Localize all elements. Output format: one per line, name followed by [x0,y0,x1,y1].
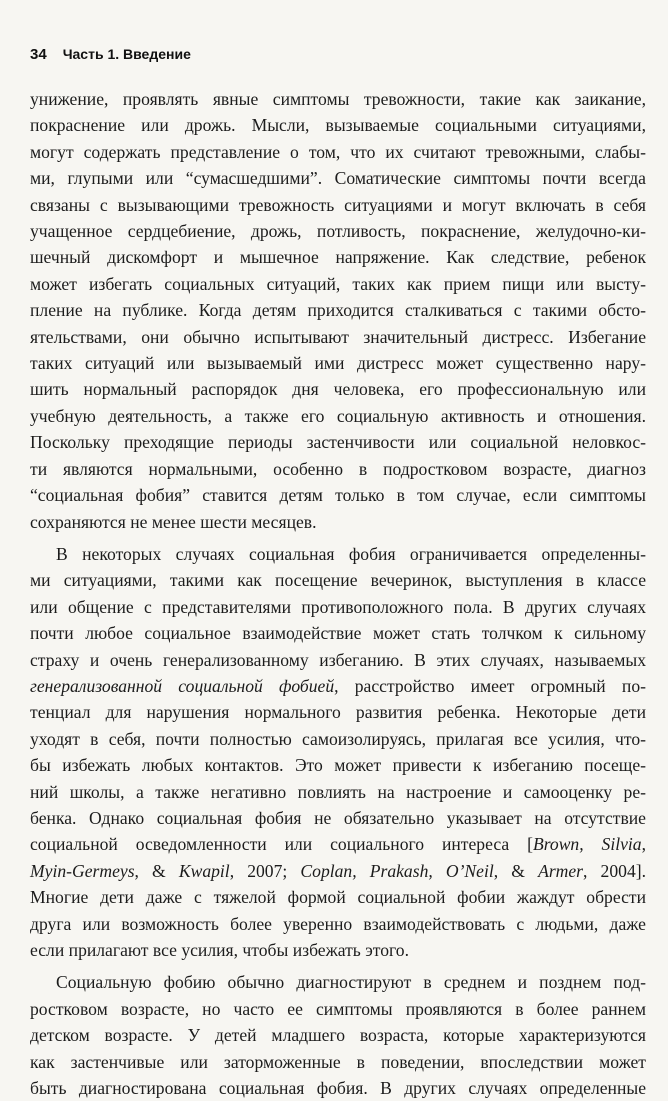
text-line: пление на публике. Когда детям приходится сталкиваться с такими обсто- [30,300,646,321]
text-line: генерализованной социальной фобией, расстройство имеет огромный по- [30,675,647,696]
paragraph-3 [30,969,646,1101]
text-line: ти являются нормальными, особенно в подростковом возрасте, диагноз [30,458,646,479]
text-line: “социальная фобия” ставится детям только в том случае, если симптомы [30,485,646,506]
paragraph-2 [30,541,646,964]
paragraph-1 [30,86,646,535]
text-line: В некоторых случаях социальная фобия ограничивается определенны- [56,543,646,564]
text-line: таких ситуаций или вызываемый ими дистресс может существенно нару- [30,353,646,374]
text-line: Социальную фобию обычно диагностируют в среднем и позднем под- [56,972,646,993]
text-line: почти любое социальное взаимодействие может стать толчком к сильному [30,623,646,644]
text-line: социальной осведомленности или социального интереса [Brown, Silvia, [30,834,646,855]
text-line: быть диагностирована социальная фобия. В других случаях определенные [30,1078,646,1099]
text-line: учащенное сердцебиение, дрожь, потливость, покраснение, желудочно-ки- [30,221,646,242]
text-line: детском возрасте. У детей младшего возраста, которые характеризуются [30,1025,646,1046]
text-line: страху и очень генерализованному избеганию. В этих случаях, называемых [30,649,646,670]
text-line: или общение с представителями противоположного пола. В других случаях [30,596,646,617]
text-line: покраснение или дрожь. Мысли, вызываемые социальными ситуациями, [30,115,646,136]
text-line: шечный дискомфорт и мышечное напряжение. Как следствие, ребенок [30,247,646,268]
text-line: ятельствами, они обычно испытывают значительный дистресс. Избегание [30,326,646,347]
text-line: бы избежать любых контактов. Это может привести к избеганию посеще- [30,755,646,776]
text-line: ми, глупыми или “сумасшедшими”. Соматические симптомы почти всегда [30,168,646,189]
text-line: ми ситуациями, такими как посещение вечеринок, выступления в классе [30,570,646,591]
text-line: Поскольку преходящие периоды застенчивости или социальной неловкос- [30,432,646,453]
text-line: ний школы, а также негативно повлиять на настроение и самооценку ре- [30,781,646,802]
text-line: бенка. Однако социальная фобия не обязательно указывает на отсутствие [30,807,646,828]
text-line: друга или возможность более уверенно взаимодействовать с людьми, даже [30,913,646,934]
text-line: сохраняются не менее шести месяцев. [30,511,317,532]
text-line: может избегать социальных ситуаций, таких как прием пищи или высту- [30,273,646,294]
text-line: как застенчивые или заторможенные в поведении, впоследствии может [30,1051,646,1072]
text-line: учебную деятельность, а также его социальную активность и отношения. [30,405,646,426]
running-header [30,46,191,63]
text-line: Myin-Germeys, & Kwapil, 2007; Coplan, Prakash, O’Neil, & Armer, 2004]. [30,860,646,881]
text-line: если прилагают все усилия, чтобы избежать этого. [30,940,409,960]
page-number: 34 [30,46,47,63]
text-line: уходят в себя, почти полностью самоизолируясь, прилагая все усилия, что- [30,728,646,749]
text-line: могут содержать представление о том, что их считают тревожными, слабы- [30,141,646,162]
text-line: тенциал для нарушения нормального развития ребенка. Некоторые дети [30,702,646,723]
body-text [30,86,646,1101]
text-line: унижение, проявлять явные симптомы тревожности, такие как заикание, [30,89,646,109]
text-line: Многие дети даже с тяжелой формой социальной фобии жаждут обрести [30,887,646,908]
text-line: шить нормальный распорядок дня человека, его профессиональную или [30,379,646,400]
text-line: связаны с вызывающими тревожность ситуациями и могут включать в себя [30,194,646,215]
text-line: ростковом возрасте, но часто ее симптомы проявляются в более раннем [30,998,646,1019]
section-title: Часть 1. Введение [62,46,191,62]
